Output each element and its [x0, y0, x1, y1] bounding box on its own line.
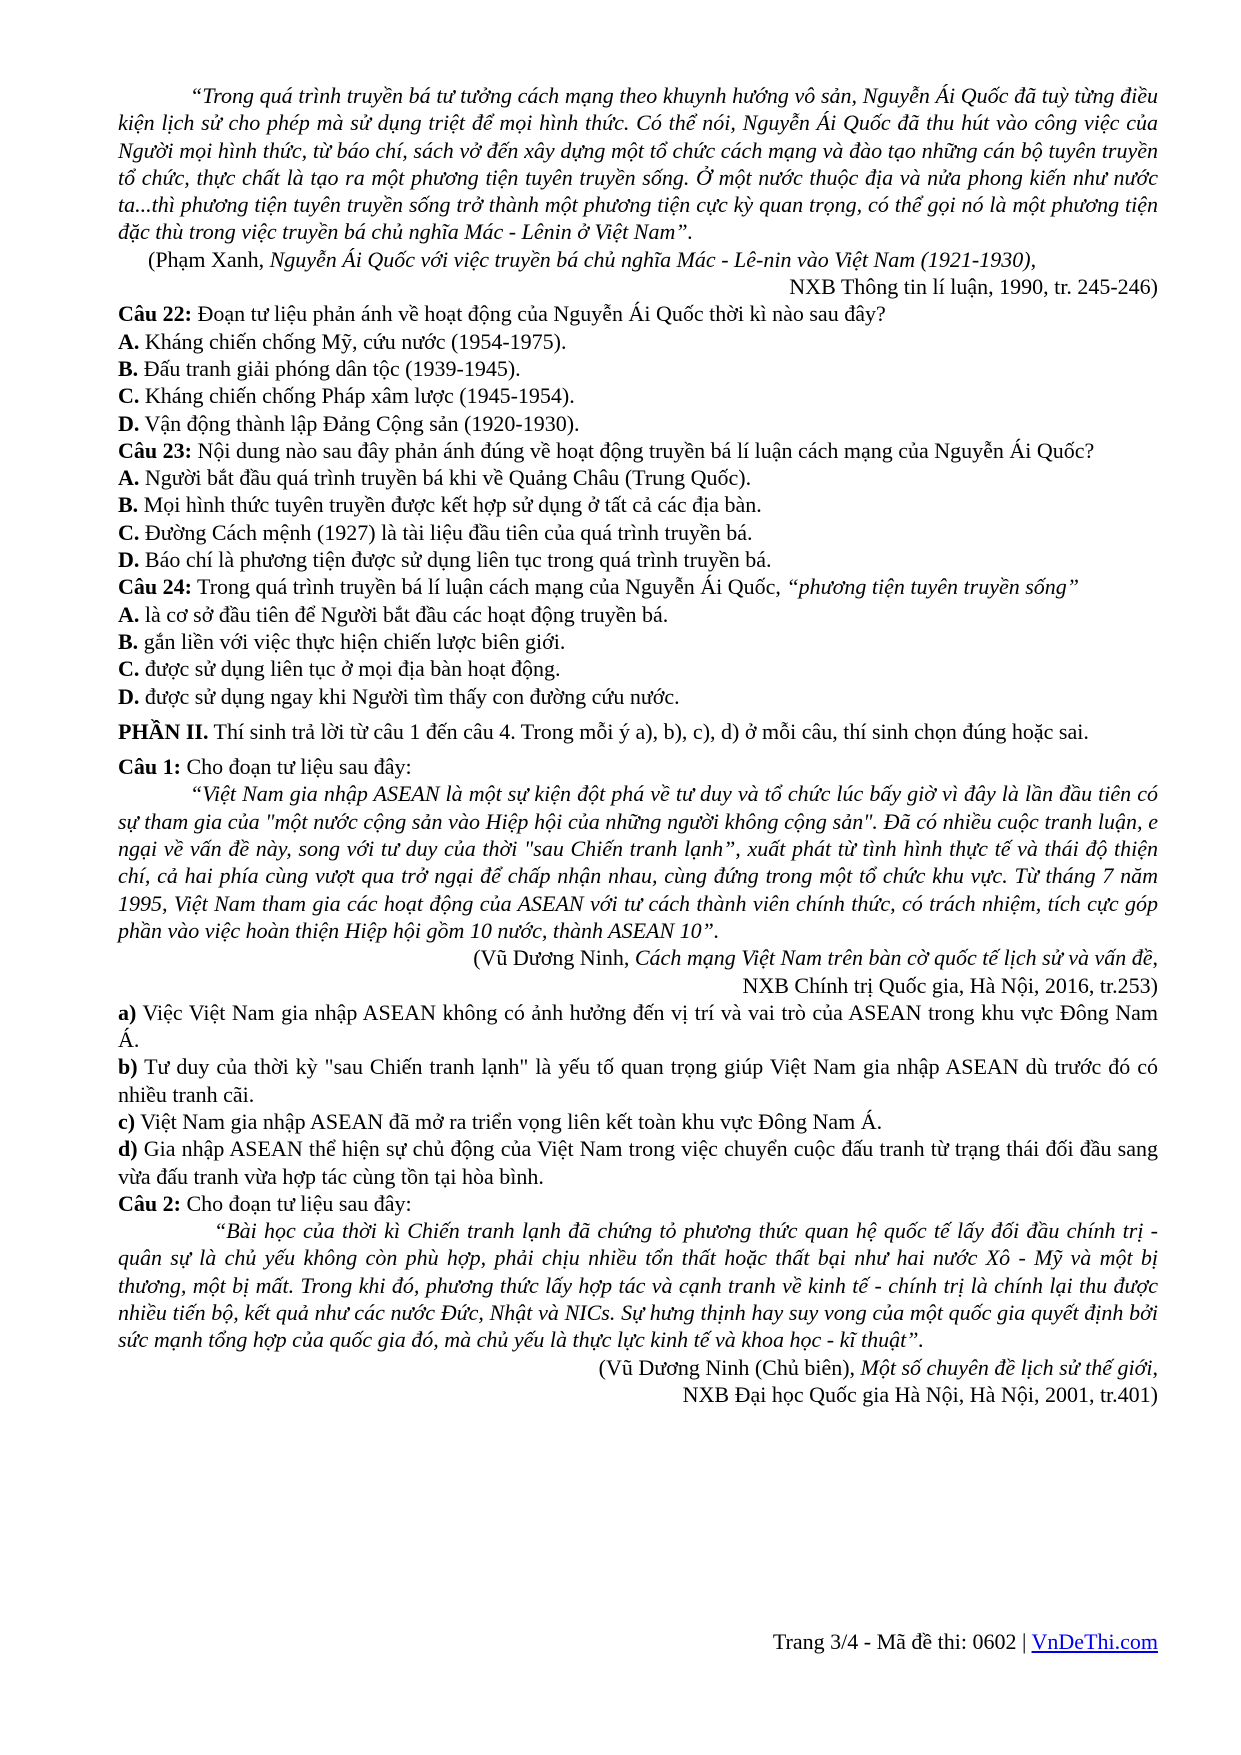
- source-publisher-3: NXB Đại học Quốc gia Hà Nội, Hà Nội, 2001, tr.401): [682, 1381, 1158, 1407]
- footer-page-info: Trang 3/4 - Mã đề thi: 0602 |: [772, 1629, 1032, 1654]
- question-2: Câu 2: Cho đoạn tư liệu sau đây:: [118, 1190, 412, 1216]
- source-citation-2: (Vũ Dương Ninh, Cách mạng Việt Nam trên bàn cờ quốc tế lịch sử và vấn đề,: [473, 945, 1158, 971]
- source-citation-3: (Vũ Dương Ninh (Chủ biên), Một số chuyên đề lịch sử thế giới,: [598, 1354, 1158, 1380]
- question-label: Câu 24:: [118, 574, 192, 600]
- statement-1-a: a) Việc Việt Nam gia nhập ASEAN không có ảnh hưởng đến vị trí và vai trò của ASEAN trong khu vực Đông Nam Á.: [118, 999, 1158, 1053]
- source-citation-1: (Phạm Xanh, Nguyễn Ái Quốc với việc truyền bá chủ nghĩa Mác - Lê-nin vào Việt Nam (1921-1930),: [148, 246, 1037, 272]
- question-label: Câu 22:: [118, 301, 192, 327]
- statement-1-b: b) Tư duy của thời kỳ "sau Chiến tranh lạnh" là yếu tố quan trọng giúp Việt Nam gia nhập ASEAN dù trước đó có nhiều tranh cãi.: [118, 1054, 1158, 1107]
- option-24-b: B. gắn liền với việc thực hiện chiến lược biên giới.: [118, 628, 566, 654]
- document-page: [118, 82, 1158, 1408]
- option-24-d: D. được sử dụng ngay khi Người tìm thấy con đường cứu nước.: [118, 683, 680, 709]
- statement-1-c: c) Việt Nam gia nhập ASEAN đã mở ra triển vọng liên kết toàn khu vực Đông Nam Á.: [118, 1108, 883, 1134]
- option-24-c: C. được sử dụng liên tục ở mọi địa bàn hoạt động.: [118, 656, 561, 682]
- option-22-b: B. Đấu tranh giải phóng dân tộc (1939-1945).: [118, 355, 521, 381]
- source-title: Cách mạng Việt Nam trên bàn cờ quốc tế lịch sử và vấn đề: [634, 945, 1153, 971]
- option-23-d: D. Báo chí là phương tiện được sử dụng liên tục trong quá trình truyền bá.: [118, 547, 772, 573]
- question-23: Câu 23: Nội dung nào sau đây phản ánh đúng về hoạt động truyền bá lí luận cách mạng của Nguyễn Ái Quốc?: [118, 437, 1095, 463]
- source-title: Nguyễn Ái Quốc với việc truyền bá chủ nghĩa Mác - Lê-nin vào Việt Nam (1921-1930): [269, 246, 1031, 272]
- source-publisher-1: NXB Thông tin lí luận, 1990, tr. 245-246): [789, 274, 1158, 300]
- question-label: Câu 1:: [118, 754, 181, 780]
- option-22-c: C. Kháng chiến chống Pháp xâm lược (1945-1954).: [118, 383, 575, 409]
- option-22-d: D. Vận động thành lập Đảng Cộng sản (1920-1930).: [118, 410, 580, 436]
- option-23-a: A. Người bắt đầu quá trình truyền bá khi về Quảng Châu (Trung Quốc).: [118, 465, 752, 491]
- option-22-a: A. Kháng chiến chống Mỹ, cứu nước (1954-1975).: [118, 328, 567, 354]
- question-1: Câu 1: Cho đoạn tư liệu sau đây:: [118, 754, 412, 780]
- option-23-b: B. Mọi hình thức tuyên truyền được kết hợp sử dụng ở tất cả các địa bàn.: [118, 492, 762, 518]
- question-label: Câu 23:: [118, 437, 192, 463]
- part-2-heading: PHẦN II. Thí sinh trả lời từ câu 1 đến câu 4. Trong mỗi ý a), b), c), d) ở mỗi câu, thí sinh chọn đúng hoặc sai.: [118, 718, 1089, 744]
- question-22: Câu 22: Đoạn tư liệu phản ánh về hoạt động của Nguyễn Ái Quốc thời kì nào sau đây?: [118, 301, 886, 327]
- page-footer: [118, 1628, 1158, 1655]
- question-label: Câu 2:: [118, 1190, 181, 1216]
- option-24-a: A. là cơ sở đầu tiên để Người bắt đầu các hoạt động truyền bá.: [118, 601, 669, 627]
- footer-link[interactable]: VnDeThi.com: [1031, 1629, 1158, 1654]
- quote-passage-3: “Bài học của thời kì Chiến tranh lạnh đã chứng tỏ phương thức quan hệ quốc tế lấy đối đầu chính trị - quân sự là chủ yếu không còn phù hợp, phải chịu nhiều tổn thất hoặc thất bại như hai nước Xô - Mỹ và một bị thương, một bị mất. Trong khi đó, phương thức lấy hợp tác và cạnh tranh về kinh tế - chính trị là chính lại thu được nhiều tiến bộ, kết quả như các nước Đức, Nhật và NICs. Sự hưng thịnh hay suy vong của một quốc gia quyết định bởi sức mạnh tổng hợp của quốc gia đó, mà chủ yếu là thực lực kinh tế và khoa học - kĩ thuật”.: [118, 1218, 1158, 1353]
- source-title: Một số chuyên đề lịch sử thế giới: [860, 1354, 1153, 1380]
- source-publisher-2: NXB Chính trị Quốc gia, Hà Nội, 2016, tr.253): [742, 972, 1158, 998]
- quote-passage-1: “Trong quá trình truyền bá tư tưởng cách mạng theo khuynh hướng vô sản, Nguyễn Ái Quốc đã tuỳ từng điều kiện lịch sử cho phép mà sử dụng triệt để mọi hình thức. Có thể nói, Nguyễn Ái Quốc đã thu hút vào công việc của Người mọi hình thức, từ báo chí, sách vở đến xây dựng một tổ chức cách mạng và đào tạo những cán bộ tuyên truyền tổ chức, thực chất là tạo ra một phương tiện tuyên truyền sống. Ở một nước thuộc địa và nửa phong kiến như nước ta...thì phương tiện tuyên truyền sống trở thành một phương tiện cực kỳ quan trọng, có thể gọi nó là một phương tiện đặc thù trong việc truyền bá chủ nghĩa Mác - Lênin ở Việt Nam”.: [118, 83, 1158, 245]
- quote-passage-2: “Việt Nam gia nhập ASEAN là một sự kiện đột phá về tư duy và tổ chức lúc bấy giờ vì đây là lần đầu tiên có sự tham gia của "một nước cộng sản vào Hiệp hội của những người không cộng sản". Đã có nhiều cuộc tranh luận, e ngại về vấn đề này, song với tư duy của thời "sau Chiến tranh lạnh”, xuất phát từ tình hình thực tế và thái độ thiện chí, cả hai phía cùng vượt qua trở ngại để chấp nhận nhau, cùng đứng trong một tổ chức khu vực. Từ tháng 7 năm 1995, Việt Nam tham gia các hoạt động của ASEAN với tư cách thành viên chính thức, có trách nhiệm, tích cực góp phần vào việc hoàn thiện Hiệp hội gồm 10 nước, thành ASEAN 10”.: [118, 781, 1158, 943]
- statement-1-d: d) Gia nhập ASEAN thể hiện sự chủ động của Việt Nam trong việc chuyển cuộc đấu tranh từ trạng thái đối đầu sang vừa đấu tranh vừa hợp tác cùng tồn tại hòa bình.: [118, 1136, 1158, 1189]
- question-24: Câu 24: Trong quá trình truyền bá lí luận cách mạng của Nguyễn Ái Quốc, “phương tiện tuyên truyền sống”: [118, 574, 1080, 600]
- option-23-c: C. Đường Cách mệnh (1927) là tài liệu đầu tiên của quá trình truyền bá.: [118, 519, 753, 545]
